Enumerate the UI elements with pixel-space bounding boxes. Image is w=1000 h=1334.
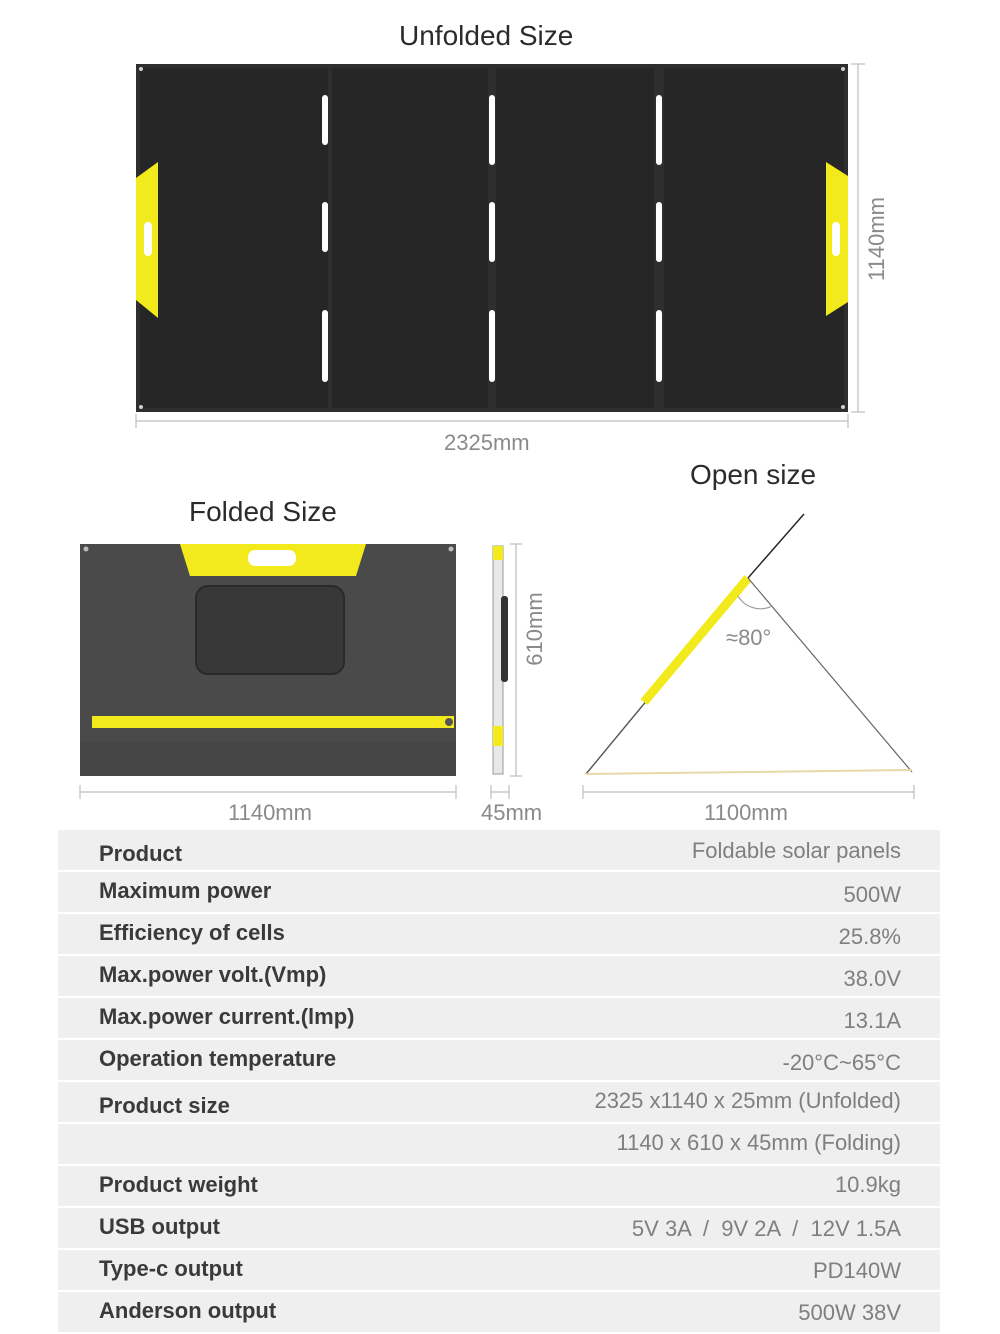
spec-row-usb-output <box>58 1208 940 1248</box>
spec-value: Foldable solar panels <box>691 838 901 863</box>
spec-row-vmp <box>58 956 940 996</box>
folded-side-view <box>493 546 508 774</box>
spec-value: 25.8% <box>838 924 901 949</box>
spec-value: 500W <box>843 882 901 907</box>
spec-row-maximum-power <box>58 872 940 912</box>
spec-value: 38.0V <box>843 966 901 991</box>
spec-row-anderson-output <box>58 1292 940 1332</box>
spec-value: PD140W <box>812 1258 901 1283</box>
open-size-title: Open size <box>690 459 817 490</box>
spec-row-imp <box>58 998 940 1038</box>
folded-height-label: 610mm <box>522 592 547 666</box>
spec-row-type-c-output <box>58 1250 940 1290</box>
spec-table <box>58 830 940 1334</box>
spec-label: Product <box>99 841 183 866</box>
spec-value: 500W 38V <box>798 1300 901 1325</box>
spec-row-product-size-folding <box>58 1124 940 1164</box>
unfolded-height-label: 1140mm <box>864 197 889 281</box>
folded-width-label: 1140mm <box>228 800 312 825</box>
spec-label: Max.power volt.(Vmp) <box>99 962 327 987</box>
open-angle-label: ≈80° <box>726 625 772 650</box>
spec-value: -20°C~65°C <box>782 1050 901 1075</box>
spec-label: Efficiency of cells <box>99 920 285 945</box>
folded-size-title: Folded Size <box>189 496 337 527</box>
spec-row-operation-temperature <box>58 1040 940 1080</box>
spec-value: 2325 x1140 x 25mm (Unfolded) <box>594 1088 901 1113</box>
folded-thickness-label: 45mm <box>481 800 543 825</box>
spec-label: Type-c output <box>99 1256 243 1281</box>
spec-row-product-size <box>58 1082 940 1122</box>
spec-value: 10.9kg <box>834 1172 901 1197</box>
spec-label: Operation temperature <box>99 1046 337 1071</box>
unfolded-panel <box>136 64 848 412</box>
spec-row-product-weight <box>58 1166 940 1206</box>
spec-label: Maximum power <box>99 878 272 903</box>
spec-row-product <box>58 830 940 870</box>
spec-label: Product size <box>99 1093 230 1118</box>
folded-panel <box>80 544 456 776</box>
unfolded-size-title: Unfolded Size <box>399 20 574 51</box>
spec-row-efficiency <box>58 914 940 954</box>
spec-label: USB output <box>99 1214 220 1239</box>
spec-value: 1140 x 610 x 45mm (Folding) <box>616 1130 901 1155</box>
open-base-label: 1100mm <box>704 800 788 825</box>
spec-label: Anderson output <box>99 1298 277 1323</box>
spec-label: Product weight <box>99 1172 258 1197</box>
spec-label: Max.power current.(lmp) <box>99 1004 355 1029</box>
spec-value: 13.1A <box>843 1008 901 1033</box>
unfolded-width-label: 2325mm <box>444 430 530 455</box>
spec-value: 5V 3A / 9V 2A / 12V 1.5A <box>631 1216 901 1241</box>
